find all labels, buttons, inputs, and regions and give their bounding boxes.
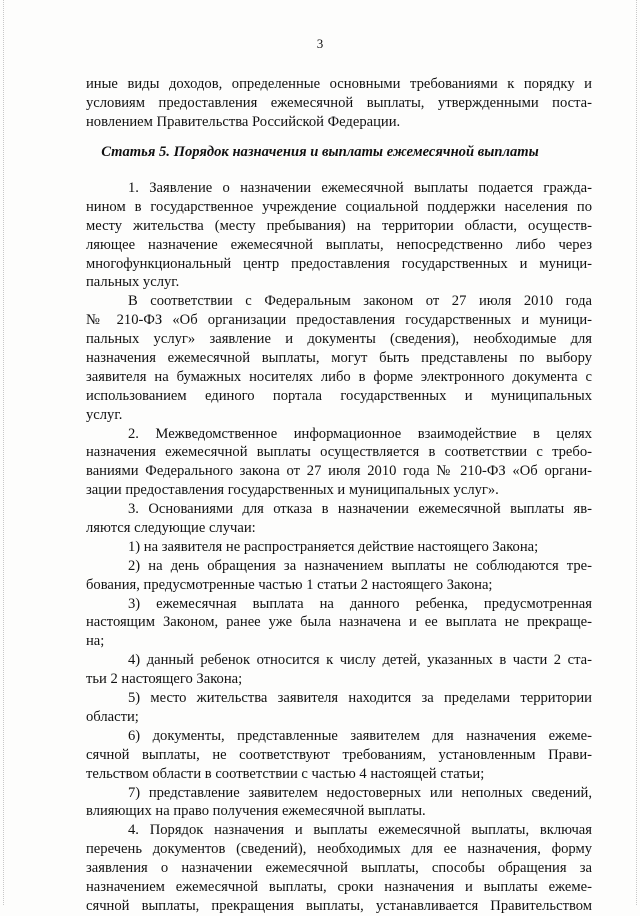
text-line: 3) ежемесячная выплата на данного ребенка, предусмотренная [128, 595, 592, 612]
text-line: пальных услуг. [86, 274, 180, 291]
text-line: ваниями Федерального закона от 27 июля 2010 года № 210-ФЗ «Об органи- [86, 463, 592, 480]
text-line: заявителя на бумажных носителях либо в форме электронного документа с [86, 368, 592, 385]
text-line: № 210-ФЗ «Об организации предоставления государственных и муници- [86, 312, 592, 329]
text-line: 7) представление заявителем недостоверных или неполных сведений, [128, 784, 592, 801]
page-number: 3 [316, 36, 324, 51]
text-line: назначением ежемесячной выплаты, сроки назначения и выплаты ежеме- [86, 878, 592, 895]
text-line: 1) на заявителя не распространяется действие настоящего Закона; [128, 538, 539, 555]
text-line: настоящим Законом, ранее уже была назначена и ее выплата не прекраще- [86, 614, 592, 631]
text-line: тельством области в соответствии с частью 4 настоящей статьи; [86, 765, 485, 782]
text-line: ляются следующие случаи: [86, 520, 256, 537]
text-line: 4. Порядок назначения и выплаты ежемесячной выплаты, включая [128, 822, 592, 839]
intro-paragraph [86, 75, 592, 132]
text-line: месту жительства (месту пребывания) на территории области, осуществ- [86, 217, 592, 234]
text-line: В соответствии с Федеральным законом от 27 июля 2010 года [128, 293, 592, 310]
text-line: 6) документы, представленные заявителем для назначения ежеме- [128, 727, 592, 744]
text-line: иные виды доходов, определенные основными требованиями к порядку и [86, 76, 592, 92]
text-line: бования, предусмотренные частью 1 статьи 2 настоящего Закона; [86, 576, 493, 593]
text-line: новлением Правительства Российской Федерации. [86, 113, 401, 130]
text-line: тьи 2 настоящего Закона; [86, 671, 243, 688]
text-line: перечень документов (сведений), необходимых для ее назначения, форму [86, 841, 592, 858]
text-line: 5) место жительства заявителя находится за пределами территории [128, 690, 592, 707]
text-line: 2. Межведомственное информационное взаимодействие в целях [128, 425, 592, 442]
scan-edge-right [636, 0, 638, 905]
text-line: влияющих на право получения ежемесячной выплаты. [86, 803, 426, 820]
text-line: 4) данный ребенок относится к числу детей, указанных в части 2 ста- [128, 652, 592, 669]
text-line: многофункциональный центр предоставления государственных и муници- [86, 255, 592, 272]
text-line: зации предоставления государственных и муниципальных услуг». [86, 482, 499, 499]
text-line: назначения ежемесячной выплаты, могут быть представлены по выбору [86, 350, 592, 367]
text-line: использованием единого портала государственных и муниципальных [86, 387, 592, 404]
article-body [86, 179, 592, 916]
text-line: назначения ежемесячной выплаты осуществляется в соответствии с требо- [86, 444, 592, 461]
text-line: области; [86, 708, 139, 725]
text-line: пальных услуг» заявление и документы (сведения), необходимые для [86, 331, 592, 348]
article-heading: Статья 5. Порядок назначения и выплаты ежемесячной выплаты [101, 144, 539, 160]
text-line: сячной выплаты, прекращения выплаты, устанавливается Правительством [86, 897, 592, 914]
text-line: нином в государственное учреждение социальной поддержки населения по [86, 198, 592, 215]
text-line: условиям предоставления ежемесячной выплаты, утвержденными поста- [86, 94, 592, 111]
text-line: на; [86, 633, 105, 650]
text-line: заявления о назначении ежемесячной выплаты, способы обращения за [86, 860, 592, 877]
text-line: 3. Основаниями для отказа в назначении ежемесячной выплаты яв- [128, 501, 592, 518]
text-line: 2) на день обращения за назначением выплаты не соблюдаются тре- [128, 557, 592, 574]
text-line: услуг. [86, 406, 123, 423]
text-line: 1. Заявление о назначении ежемесячной выплаты подается гражда- [128, 180, 592, 196]
text-line: ляющее назначение ежемесячной выплаты, непосредственно либо через [86, 236, 592, 253]
scan-edge-left [3, 0, 5, 905]
text-line: сячной выплаты, не соответствуют требованиям, установленным Прави- [86, 746, 592, 763]
